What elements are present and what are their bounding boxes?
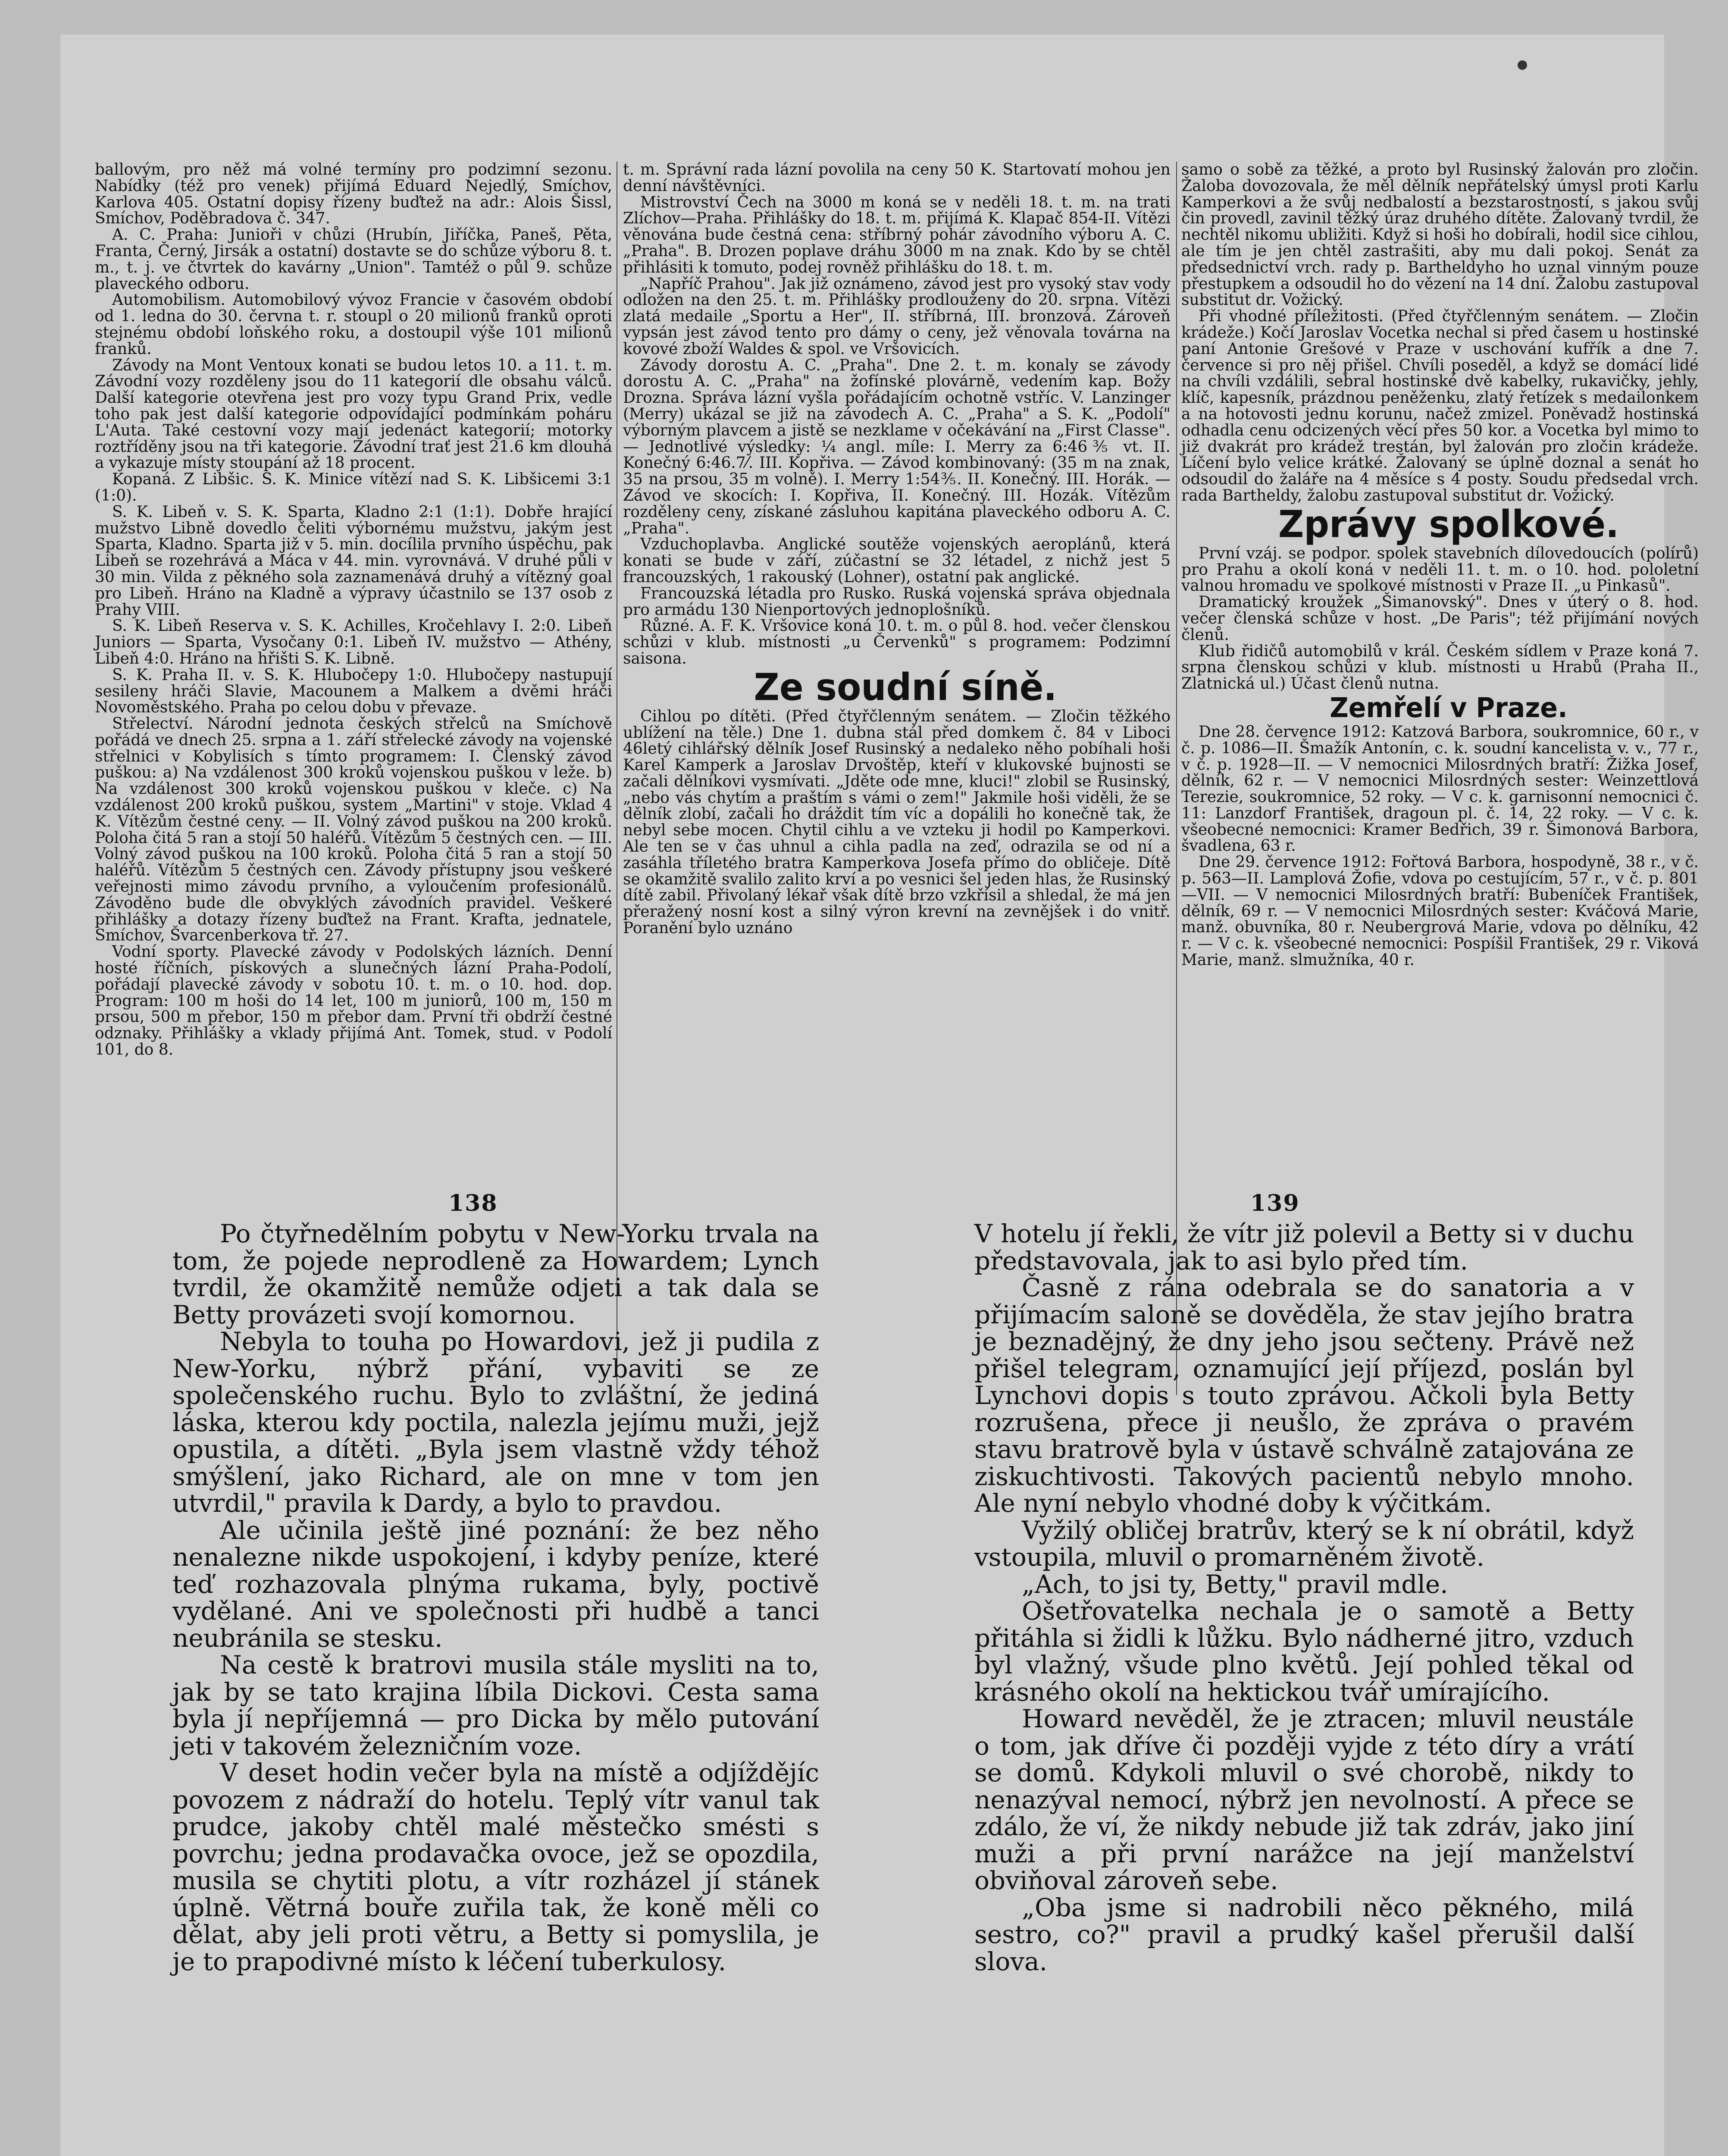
page-number-right: 139: [1250, 1190, 1300, 1216]
news-paragraph: Při vhodné příležitosti. (Před čtyřčlenným senátem. — Zločin krádeže.) Kočí Jaroslav Vocetka nechal si před časem u hostinské paní Antonie Grešové v Praze v uschování kufřík a dne 7. července si pro něj přišel. Chvíli poseděl, a když se domácí lidé na chvíli vzdálili, sebral hostinské dvě kabelky, rukavičky, jehly, klíč, kapesník, prázdnou peněženku, zlatý řetízek s medailonkem a na hotovosti jednu korunu, načež zmizel. Poněvadž hostinská odhadla cenu odcizených věcí přes 50 kor. a Vocetka byl mimo to již dvakrát pro krádež trestán, byl žalován pro zločin krádeže. Líčení bylo velice krátké. Žalovaný se úplně doznal a senát ho odsoudil do žaláře na 4 měsíce s 4 posty. Soudu předsedal vrch. rada Bartheldy, žalobu zastupoval substitut dr. Vožický.: [1181, 307, 1699, 505]
novel-paragraph: Ošetřovatelka nechala je o samotě a Betty přitáhla si židli k lůžku. Bylo nádherné jitro, vzduch byl vlažný, všude plno květů. Její pohled těkal od krásného okolí na hektickou tvář umírajícího.: [974, 1596, 1634, 1707]
novel-paragraph: Časně z rána odebrala se do sanatoria a v přijímacím saloně se dověděla, že stav jejího bratra je beznadějný, že dny jeho jsou sečteny. Právě než přišel telegram, oznamující její příjezd, poslán byl Lynchovi dopis s touto zprávou. Ačkoli byla Betty rozrušena, přece ji neušlo, že zpráva o pravém stavu bratrově byla v ústavě schválně zatajována ze ziskuchtivosti. Takových pacientů nebylo mnoho. Ale nyní nebylo vhodné doby k výčitkám.: [974, 1273, 1634, 1518]
news-column-3: [1181, 162, 1699, 968]
news-paragraph: ballovým, pro něž má volné termíny pro podzimní sezonu. Nabídky (též pro venek) přijímá Eduard Nejedlý, Smíchov, Karlova 405. Ostatní dopisy řízeny buďtež na adr.: Alois Šissl, Smíchov, Poděbradova č. 347.: [95, 161, 612, 228]
novel-paragraph: V deset hodin večer byla na místě a odjíždějíc povozem z nádraží do hotelu. Teplý vítr vanul tak prudce, jakoby chtěl malé městečko smésti s povrchu; jedna prodavačka ovoce, jež se opozdila, musila se chytiti plotu, a vítr rozházel jí stánek úplně. Větrná bouře zuřila tak, že koně měli co dělat, aby jeli proti větru, a Betty si pomyslila, je je to prapodivné místo k léčení tuberkulosy.: [172, 1758, 819, 1976]
news-paragraph: První vzáj. se podpor. spolek stavebních dílovedoucích (polírů) pro Prahu a okolí koná v neděli 11. t. m. o 10. hod. pololetní valnou hromadu ve spolkové místnosti v Praze II. „u Pinkasů".: [1181, 544, 1699, 595]
novel-page-right: [974, 1220, 1634, 1975]
news-paragraph: t. m. Správní rada lázní povolila na ceny 50 K. Startovatí mohou jen denní návštěvníci.: [623, 161, 1171, 195]
news-paragraph: Cihlou po dítěti. (Před čtyřčlenným senátem. — Zločin těžkého ublížení na těle.) Dne 1. dubna stál před domkem č. 84 v Liboci 46letý cihlářský dělník Josef Rusinský a nedaleko něho pobíhali hoši Karel Kamperk a Jaroslav Drvoštěp, kteří v klukovské bujnosti se začali dělníkovi vysmívati. „Jděte ode mne, kluci!" zlobil se Rusinský, „nebo vás chytím a praštím s vámi o zem!" Jakmile hoši viděli, že se dělník zlobí, začali ho dráždit tím víc a dopálili ho konečně tak, že nebyl sebe mocen. Chytil cihlu a ve vzteku ji hodil po Kamperkovi. Ale ten se v čas uhnul a cihla padla na zeď, odrazila se od ní a zasáhla tříletého bratra Kamperkova Josefa přímo do obličeje. Dítě se okamžitě svalilo zalito krví a po vesnici šel jeden hlas, že Rusinský dítě zabil. Přivolaný lékař však dítě brzo vzkřísil a shledal, že má jen přeražený nosní kost a silný výron krevní na zevnějšek i do vnitř. Poranění bylo uznáno: [623, 707, 1171, 937]
novel-paragraph: Po čtyřnedělním pobytu v New-Yorku trvala na tom, že pojede neprodleně za Howardem; Lynch tvrdil, že okamžitě nemůže odjeti a tak dala se Betty provázeti svojí komornou.: [172, 1219, 819, 1329]
news-paragraph: Vzduchoplavba. Anglické soutěže vojenských aeroplánů, která konati se bude v září, zúčastní se 32 létadel, z nichž jest 5 francouzských, 1 rakouský (Lohner), ostatní pak anglické.: [623, 536, 1171, 586]
column-rule: [1176, 162, 1177, 1395]
section-heading-associations: Zprávy spolkové.: [1278, 503, 1619, 546]
news-paragraph: Dramatický kroužek „Šimanovský". Dnes v úterý o 8. hod. večer členská schůze v host. „De Paris"; též přijímání nových členů.: [1181, 593, 1699, 644]
news-paragraph: S. K. Praha II. v. S. K. Hlubočepy 1:0. Hlubočepy nastupují sesileny hráči Slavie, Macounem a Malkem a dvěmi hráči Novoměstského. Praha po celou dobu v převaze.: [95, 666, 612, 717]
novel-page-left: [172, 1220, 819, 1975]
section-heading-court: Ze soudní síně.: [754, 666, 1057, 709]
news-paragraph: Klub řidičů automobilů v král. Českém sídlem v Praze koná 7. srpna členskou schůzi v klub. místnosti u Hrabů (Praha II., Zlatnická ul.) Účast členů nutna.: [1181, 642, 1699, 693]
novel-paragraph: V hotelu jí řekli, že vítr již polevil a Betty si v duchu představovala, jak to asi bylo před tím.: [974, 1219, 1634, 1275]
page-number-left: 138: [448, 1190, 498, 1216]
news-paragraph: Mistrovství Čech na 3000 m koná se v neděli 18. t. m. na trati Zlíchov—Praha. Přihlášky do 18. t. m. přijímá K. Klapač 854-II. Vítězi věnována bude čestná cena: stříbrný pohár závodního výboru A. C. „Praha". B. Drozen poplave dráhu 3000 m na znak. Kdo by se chtěl přihlásiti k tomuto, podej rovněž přihlášku do 18. t. m.: [623, 193, 1171, 276]
section-heading-deceased: Zemřelí v Praze.: [1330, 692, 1568, 724]
news-paragraph: Dne 29. července 1912: Fořtová Barbora, hospodyně, 38 r., v č. p. 563—II. Lamplová Žofie, vdova po cestujícím, 57 r., v č. p. 801—VII. — V nemocnici Milosrdných bratří: Bubeníček František, dělník, 69 r. — V nemocnici Milosrdných sester: Kváčová Marie, manž. obuvníka, 80 r. Neubergrová Marie, vdova po dělníku, 42 r. — V c. k. všeobecné nemocnici: Pospíšil František, 29 r. Viková Marie, manž. slmužníka, 40 r.: [1181, 853, 1699, 969]
news-paragraph: S. K. Libeň Reserva v. S. K. Achilles, Kročehlavy I. 2:0. Libeň Juniors — Sparta, Vysočany 0:1. Libeň IV. mužstvo — Athény, Libeň 4:0. Hráno na hřišti S. K. Libně.: [95, 617, 612, 667]
news-paragraph: Střelectví. Národní jednota českých střelců na Smíchově pořádá ve dnech 25. srpna a 1. září střelecké závody na vojenské střelnici v Kobylisích s tímto programem: I. Členský závod puškou: a) Na vzdálenost 300 kroků vojenskou puškou v leže. b) Na vzdálenost 300 kroků vojenskou puškou v kleče. c) Na vzdálenost 200 kroků puškou, system „Martini" v stoje. Vklad 4 K. Vítězům čestné ceny. — II. Volný závod puškou na 200 kroků. Poloha čitá 5 ran a stojí 50 haléřů. Vítězům 5 čestných cen. — III. Volný závod puškou na 100 kroků. Poloha čitá 5 ran a stojí 50 haléřů. Vítězům 5 čestných cen. Závody přístupny jsou veškeré veřejnosti mimo závodu prvního, a vyloučením profesionálů. Závoděno bude dle obvyklých závodních pravidel. Veškeré přihlášky a dotazy řízeny buďtež na Frant. Krafta, jednatele, Smíchov, Švarcenberkova tř. 27.: [95, 715, 612, 945]
novel-paragraph: Howard nevěděl, že je ztracen; mluvil neustále o tom, jak dříve či později vyjde z této díry a vrátí se domů. Kdykoli mluvil o své chorobě, nikdy to nenazýval nemocí, nýbrž jen nevolností. A přece se zdálo, že ví, že nikdy nebude již tak zdráv, jako jiní muži a při první narážce na její manželství obviňoval zároveň sebe.: [974, 1704, 1634, 1895]
newspaper-page: [60, 34, 1699, 2156]
news-paragraph: Vodní sporty. Plavecké závody v Podolských lázních. Denní hosté říčních, pískových a slunečných lázní Praha-Podolí, pořádají plavecké závody v sobotu 10. t. m. o 10. hod. dop. Program: 100 m hoši do 14 let, 100 m juniorů, 100 m, 150 m prsou, 500 m přebor, 150 m přebor dam. První tři obdrží čestné odznaky. Přihlášky a vklady přijímá Ant. Tomek, stud. v Podolí 101, do 8.: [95, 943, 612, 1059]
news-paragraph: „Napříč Prahou". Jak již oznámeno, závod jest pro vysoký stav vody odložen na den 25. t. m. Přihlášky prodlouženy do 20. srpna. Vítězi zlatá medaile „Sportu a Her", II. stříbrná, III. bronzová. Zároveň vypsán jest závod tento pro dámy o ceny, jež věnovala továrna na kovové zboží Waldes & spol. ve Vršovicích.: [623, 275, 1171, 358]
news-paragraph: Závody na Mont Ventoux konati se budou letos 10. a 11. t. m. Závodní vozy rozděleny jsou do 11 kategorií dle obsahu válců. Další kategorie otevřena jest pro vozy typu Grand Prix, vedle toho pak jest další kategorie odpovídající podmínkám poháru L'Auta. Také cestovní vozy mají jedenáct kategorií; motorky roztříděny jsou na tři kategorie. Závodní trať jest 21.6 km dlouhá a vykazuje místy stoupání až 18 procent.: [95, 356, 612, 472]
novel-paragraph: „Ach, to jsi ty, Betty," pravil mdle.: [1022, 1569, 1448, 1599]
news-paragraph: samo o sobě za těžké, a proto byl Rusinský žalován pro zločin. Žaloba dovozovala, že měl dělník nepřátelský úmysl proti Karlu Kamperkovi a že svůj nedbalostí a bezstarostností, s jakou svůj čin provedl, zavinil těžký úraz druhého dítěte. Žalovaný tvrdil, že nechtěl nikomu ubližiti. Když si hoši ho dobírali, hodil sice cihlou, ale tím je jen chtěl zastrašiti, aby mu dali pokoj. Senát za předsednictví vrch. rady p. Bartheldyho ho uznal vinným pouze přestupkem a odsoudil ho do vězení na 14 dní. Žalobu zastupoval substitut dr. Vožický.: [1181, 161, 1699, 309]
news-paragraph: S. K. Libeň v. S. K. Sparta, Kladno 2:1 (1:1). Dobře hrající mužstvo Libně dovedlo čeliti výbornému mužstvu, jakým jest Sparta, Kladno. Sparta již v 5. min. docílila prvního úspěchu, pak Libeň se rozehrává a Máca v 44. min. vyrovnává. V druhé půli v 30 min. Vilda z pěkného sola zaznamenává druhý a vítězný goal pro Libeň. Hráno na Kladně a výpravy účastnilo se 137 osob z Prahy VIII.: [95, 503, 612, 619]
novel-paragraph: Nebyla to touha po Howardovi, jež ji pudila z New-Yorku, nýbrž přání, vybaviti se ze společenského ruchu. Bylo to zvláštní, že jediná láska, kterou kdy poctila, nalezla jejímu muži, jejž opustila, a dítěti. „Byla jsem vlastně vždy téhož smýšlení, jako Richard, ale on mne v tom jen utvrdil," pravila k Dardy, a bylo to pravdou.: [172, 1327, 819, 1518]
news-column-1: [95, 162, 612, 1058]
news-paragraph: Závody dorostu A. C. „Praha". Dne 2. t. m. konaly se závody dorostu A. C. „Praha" na žofínské plovárně, vedením kap. Božy Drozna. Správa lázní vyšla pořádajícím ochotně vstříc. V. Lanzinger (Merry) ukázal se již na závodech A. C. „Praha" a S. K. „Podolí" výborným plavcem a jistě se nezklame v očekávání na „First Classe". — Jednotlivé výsledky: ¼ angl. míle: I. Merry za 6:46⅗ vt. II. Konečný 6:46.7⁄. III. Kopřiva. — Závod kombinovaný: (35 m na znak, 35 na prsou, 35 m volně). I. Merry 1:54⅗. II. Konečný. III. Horák. — Závod ve skocích: I. Kopřiva, II. Konečný. III. Hozák. Vítězům rozděleny ceny, získané zásluhou kapitána plaveckého odboru A. C. „Praha".: [623, 356, 1171, 537]
novel-paragraph: „Oba jsme si nadrobili něco pěkného, milá sestro, co?" pravil a prudký kašel přerušil další slova.: [974, 1893, 1634, 1976]
novel-paragraph: Vyžilý obličej bratrův, který se k ní obrátil, když vstoupila, mluvil o promarněném životě.: [974, 1515, 1634, 1572]
news-paragraph: Francouzská létadla pro Rusko. Ruská vojenská správa objednala pro armádu 130 Nienportových jednoplošníků.: [623, 584, 1171, 619]
news-paragraph: Automobilism. Automobilový vývoz Francie v časovém období od 1. ledna do 30. června t. r. stoupl o 20 milionů franků oproti stejnému období loňského roku, a dostoupil výše 101 milionů franků.: [95, 291, 612, 358]
scan-speck: [1518, 60, 1527, 70]
novel-paragraph: Na cestě k bratrovi musila stále mysliti na to, jak by se tato krajina líbila Dickovi. Cesta sama byla jí nepříjemná — pro Dicka by mělo putování jeti v takovém železničním voze.: [172, 1650, 819, 1761]
news-paragraph: Různé. A. F. K. Vršovice koná 10. t. m. o půl 8. hod. večer členskou schůzi v klub. místnosti „u Červenků" s programem: Podzimní saisona.: [623, 617, 1171, 667]
news-paragraph: Kopaná. Z Libšic. S. K. Minice vítězí nad S. K. Libšicemi 3:1 (1:0).: [95, 470, 612, 505]
news-column-2: [623, 162, 1171, 937]
news-paragraph: Dne 28. července 1912: Katzová Barbora, soukromnice, 60 r., v č. p. 1086—II. Šmažík Antonín, c. k. soudní kancelista v. v., 77 r., v č. p. 1928—II. — V nemocnici Milosrdných bratří: Žižka Josef, dělník, 62 r. — V nemocnici Milosrdných sester: Weinzettlová Terezie, soukromnice, 52 roky. — V c. k. garnisonní nemocnici č. 11: Lanzdorf František, dragoun pl. č. 14, 22 roky. — V c. k. všeobecné nemocnici: Kramer Bedřich, 39 r. Šimonová Barbora, švadlena, 63 r.: [1181, 723, 1699, 855]
novel-paragraph: Ale učinila ještě jiné poznání: že bez něho nenalezne nikde uspokojení, i kdyby peníze, které teď rozhazovala plnýma rukama, byly, poctivě vydělané. Ani ve společnosti při hudbě a tanci neubránila se stesku.: [172, 1515, 819, 1653]
news-paragraph: A. C. Praha: Junioři v chůzi (Hrubín, Jiříčka, Paneš, Pěta, Franta, Černý, Jirsák a ostatní) dostavte se do schůze výboru 8. t. m., t. j. ve čtvrtek do kavárny „Union". Tamtéž o půl 9. schůze plaveckého odboru.: [95, 226, 612, 293]
